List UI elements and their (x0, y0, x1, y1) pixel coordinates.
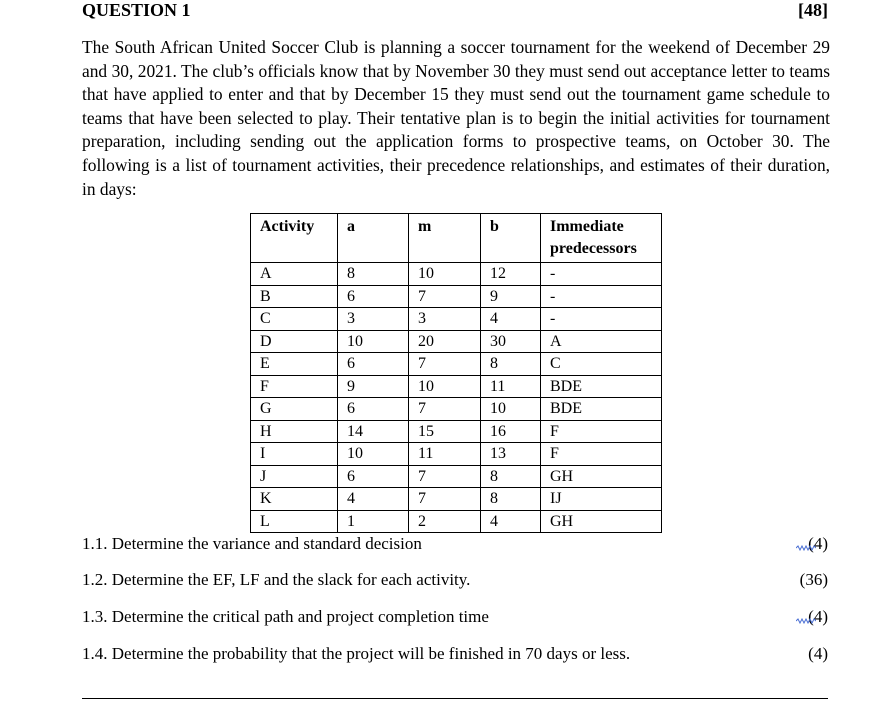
cell-a: 14 (338, 420, 409, 443)
cell-m: 15 (409, 420, 481, 443)
cell-predecessors: BDE (541, 398, 662, 421)
cell-predecessors: GH (541, 465, 662, 488)
cell-a: 9 (338, 375, 409, 398)
cell-a: 4 (338, 488, 409, 511)
cell-m: 10 (409, 375, 481, 398)
cell-activity: B (251, 285, 338, 308)
table-row (251, 308, 662, 331)
cell-b: 4 (481, 308, 541, 331)
cell-a: 3 (338, 308, 409, 331)
header-predecessors: Immediate predecessors (541, 214, 662, 263)
cell-b: 8 (481, 353, 541, 376)
table-row (251, 263, 662, 286)
cell-m: 7 (409, 488, 481, 511)
cell-b: 9 (481, 285, 541, 308)
cell-predecessors: - (541, 285, 662, 308)
question-text: 1.3. Determine the critical path and project completion time (82, 607, 489, 626)
table-body (251, 263, 662, 533)
cell-activity: H (251, 420, 338, 443)
cell-b: 4 (481, 510, 541, 533)
header-a: a (338, 214, 409, 263)
cell-a: 6 (338, 285, 409, 308)
cell-a: 6 (338, 398, 409, 421)
cell-activity: A (251, 263, 338, 286)
cell-b: 13 (481, 443, 541, 466)
cell-activity: K (251, 488, 338, 511)
table-row (251, 353, 662, 376)
cell-activity: D (251, 330, 338, 353)
table-row (251, 375, 662, 398)
question-1-1 (82, 534, 828, 558)
question-heading (82, 0, 828, 22)
question-1-3 (82, 607, 828, 631)
header-b: b (481, 214, 541, 263)
cell-b: 12 (481, 263, 541, 286)
cell-activity: E (251, 353, 338, 376)
cell-m: 2 (409, 510, 481, 533)
cell-m: 7 (409, 398, 481, 421)
table-header-row (251, 214, 662, 263)
cell-predecessors: - (541, 263, 662, 286)
cell-a: 6 (338, 353, 409, 376)
cell-predecessors: A (541, 330, 662, 353)
cell-b: 11 (481, 375, 541, 398)
cell-m: 3 (409, 308, 481, 331)
table-row (251, 398, 662, 421)
problem-statement: The South African United Soccer Club is planning a soccer tournament for the weekend of December 29 and 30, 2021. The club’s officials know that by November 30 they must send out acceptance letter to teams that have applied to enter and that by December 15 they must send out the tournament game schedule to teams that have been selected to play. Their tentative plan is to begin the initial activities for tournament preparation, including sending out the application forms to prospective teams, on October 30. The following is a list of tournament activities, their precedence relationships, and estimates of their duration, in days: (82, 37, 830, 199)
table-row (251, 488, 662, 511)
bottom-divider (82, 698, 828, 699)
table-row (251, 443, 662, 466)
cell-predecessors: - (541, 308, 662, 331)
question-marks: (36) (799, 570, 828, 589)
cell-a: 10 (338, 330, 409, 353)
cell-m: 20 (409, 330, 481, 353)
cell-activity: F (251, 375, 338, 398)
table-row (251, 285, 662, 308)
cell-m: 7 (409, 353, 481, 376)
question-1-4 (82, 644, 828, 668)
table-row (251, 330, 662, 353)
cell-a: 10 (338, 443, 409, 466)
cell-a: 6 (338, 465, 409, 488)
cell-m: 7 (409, 465, 481, 488)
question-1-2 (82, 570, 828, 594)
cell-a: 1 (338, 510, 409, 533)
question-marks: (4) (808, 607, 828, 626)
cell-activity: I (251, 443, 338, 466)
question-text: 1.4. Determine the probability that the project will be finished in 70 days or less. (82, 644, 631, 663)
question-text: 1.2. Determine the EF, LF and the slack for each activity. (82, 570, 471, 589)
question-title: QUESTION 1 (82, 0, 191, 20)
cell-b: 8 (481, 465, 541, 488)
cell-predecessors: BDE (541, 375, 662, 398)
spellcheck-squiggle-icon (796, 545, 816, 551)
cell-m: 7 (409, 285, 481, 308)
question-text: 1.1. Determine the variance and standard decision (82, 534, 422, 553)
cell-b: 10 (481, 398, 541, 421)
question-total-marks: [48] (798, 0, 828, 20)
cell-activity: G (251, 398, 338, 421)
cell-activity: J (251, 465, 338, 488)
cell-predecessors: F (541, 420, 662, 443)
question-marks: (4) (808, 644, 828, 663)
cell-predecessors: C (541, 353, 662, 376)
cell-activity: C (251, 308, 338, 331)
cell-predecessors: F (541, 443, 662, 466)
table-row (251, 420, 662, 443)
table-row (251, 465, 662, 488)
cell-m: 11 (409, 443, 481, 466)
cell-predecessors: IJ (541, 488, 662, 511)
cell-b: 16 (481, 420, 541, 443)
cell-b: 8 (481, 488, 541, 511)
header-m: m (409, 214, 481, 263)
cell-predecessors: GH (541, 510, 662, 533)
spellcheck-squiggle-icon (796, 618, 816, 624)
cell-activity: L (251, 510, 338, 533)
activity-table (250, 213, 662, 533)
header-activity: Activity (251, 214, 338, 263)
cell-m: 10 (409, 263, 481, 286)
table-row (251, 510, 662, 533)
cell-a: 8 (338, 263, 409, 286)
cell-b: 30 (481, 330, 541, 353)
question-marks: (4) (808, 534, 828, 553)
